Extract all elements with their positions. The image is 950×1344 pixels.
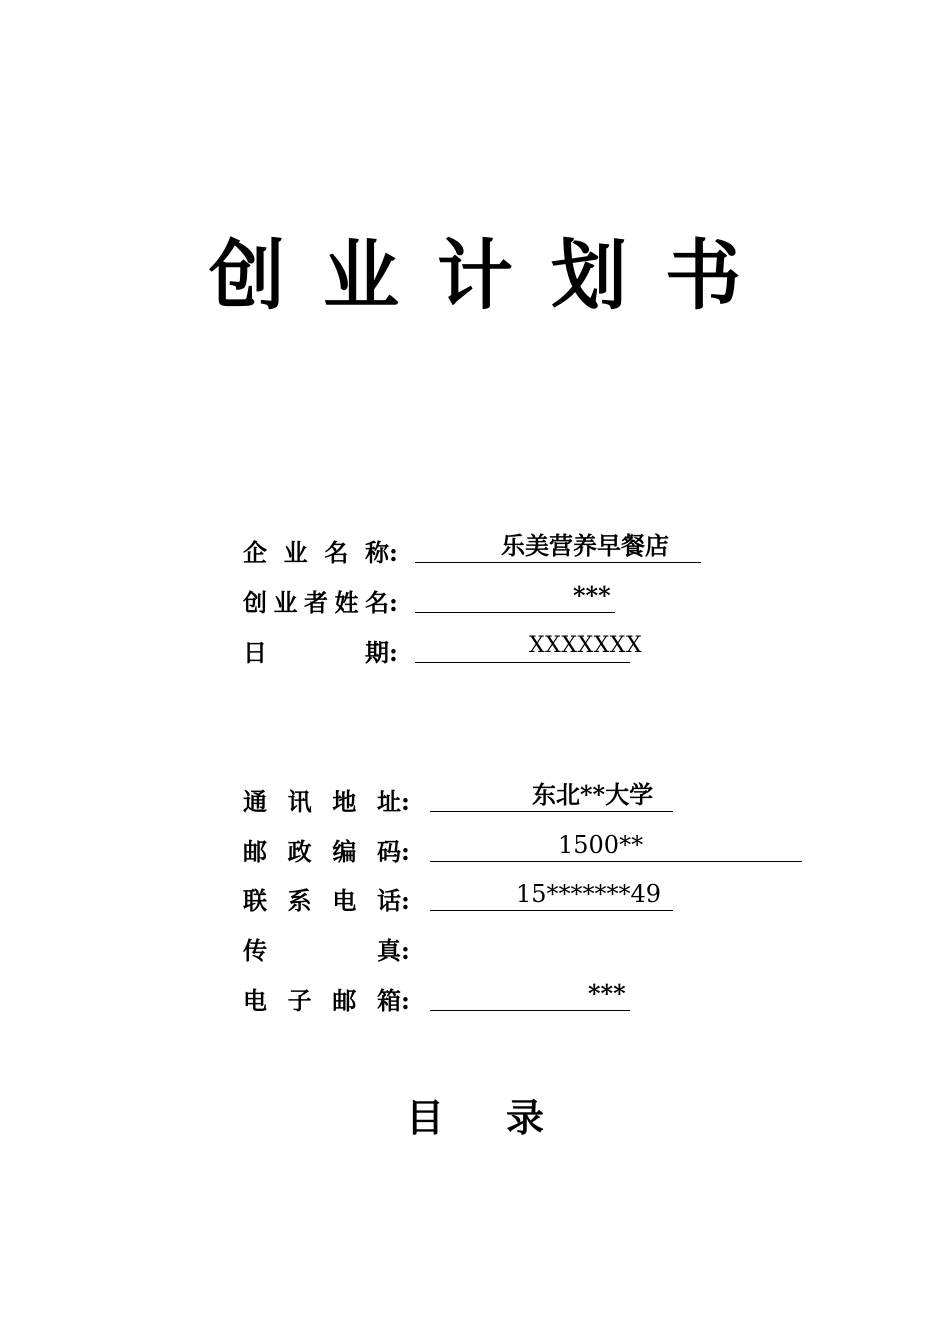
label-char: 码	[376, 837, 401, 866]
label-char: 传	[243, 936, 267, 965]
address-field	[430, 779, 673, 812]
label-char: 业	[283, 538, 308, 567]
label-char: 讯	[287, 787, 312, 816]
title-char: 计	[437, 231, 513, 320]
address-label	[243, 787, 401, 817]
label-char: 电	[243, 986, 267, 1015]
company-name-field	[415, 530, 701, 563]
label-char: 真	[377, 936, 401, 965]
toc-char: 目	[405, 1096, 444, 1140]
colon: :	[389, 588, 398, 617]
label-char: 邮	[243, 837, 267, 866]
email-label	[243, 986, 401, 1016]
label-char: 企	[243, 538, 267, 567]
label-char: 名	[365, 588, 389, 617]
date-row	[243, 628, 413, 668]
label-char: 称	[364, 538, 389, 567]
label-char: 系	[287, 886, 312, 915]
label-char: 业	[273, 588, 298, 617]
colon: :	[401, 787, 410, 816]
colon: :	[401, 837, 410, 866]
email-value: ***	[588, 979, 626, 1008]
toc-char: 录	[505, 1096, 544, 1140]
label-char: 地	[332, 787, 357, 816]
date-field	[415, 630, 643, 663]
colon: :	[401, 886, 410, 915]
label-char: 期	[365, 638, 389, 667]
company-name-row	[243, 528, 413, 568]
label-char: 联	[243, 886, 267, 915]
email-row	[243, 976, 425, 1016]
label-char: 话	[376, 886, 401, 915]
colon: :	[389, 538, 398, 567]
address-row	[243, 777, 425, 817]
label-char: 编	[332, 837, 357, 866]
label-char: 者	[304, 588, 328, 617]
founder-name-field	[415, 580, 615, 613]
email-field	[430, 978, 630, 1011]
title-char: 业	[323, 231, 399, 320]
title-char: 创	[209, 231, 285, 320]
phone-label	[243, 886, 401, 916]
postcode-field	[430, 829, 802, 862]
label-char: 姓	[334, 588, 359, 617]
postcode-value: 1500**	[558, 831, 644, 859]
date-value: XXXXXXX	[529, 633, 643, 658]
phone-value: 15*******49	[516, 880, 662, 908]
founder-name-label	[243, 588, 389, 618]
document-title	[0, 228, 950, 324]
founder-name-value: ***	[573, 581, 611, 610]
date-label	[243, 638, 389, 668]
label-char: 电	[332, 886, 357, 915]
label-char: 日	[243, 638, 267, 667]
label-char: 创	[243, 588, 267, 617]
phone-field	[430, 878, 673, 911]
label-char: 通	[243, 787, 267, 816]
postcode-row	[243, 827, 425, 867]
title-char: 书	[665, 231, 741, 320]
phone-row	[243, 876, 425, 916]
label-char: 子	[287, 986, 312, 1015]
postcode-label	[243, 837, 401, 867]
company-name-label	[243, 538, 389, 568]
toc-heading	[0, 1092, 950, 1144]
founder-name-row	[243, 578, 413, 618]
address-value: 东北**大学	[532, 780, 654, 809]
colon: :	[389, 638, 398, 667]
colon: :	[401, 986, 410, 1015]
label-char: 址	[376, 787, 401, 816]
colon: :	[401, 936, 410, 965]
label-char: 名	[324, 538, 349, 567]
label-char: 邮	[332, 986, 357, 1015]
fax-label	[243, 936, 401, 966]
fax-row	[243, 926, 425, 966]
company-name-value: 乐美营养早餐店	[501, 532, 669, 560]
title-char: 划	[551, 231, 627, 320]
label-char: 箱	[376, 986, 401, 1015]
label-char: 政	[287, 837, 312, 866]
